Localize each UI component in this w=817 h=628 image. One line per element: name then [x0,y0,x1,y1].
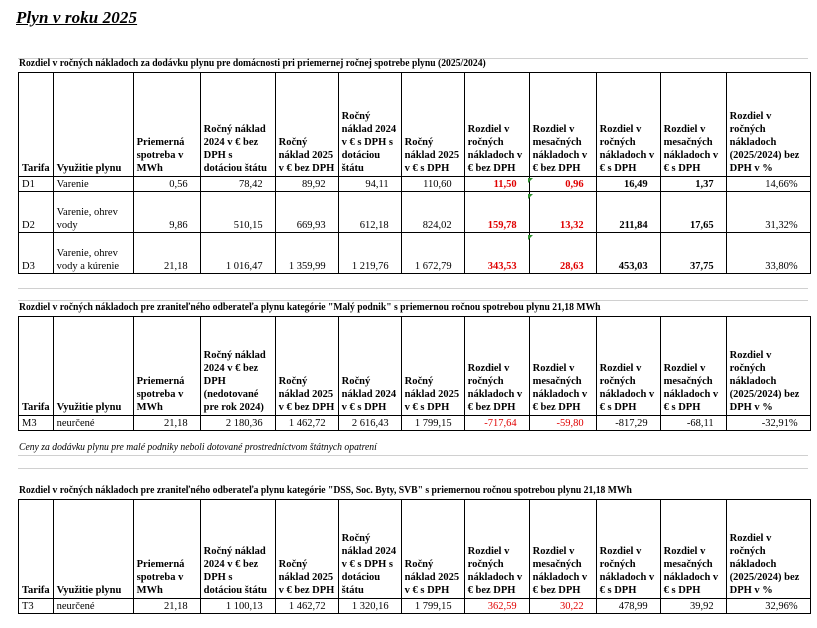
section-2-note: Ceny za dodávku plynu pre malé podniky neboli dotované prostredníctvom štátnych opatrení [19,442,377,453]
header-cell: Rozdiel v mesačných nákladoch v € bez DPH [529,317,596,416]
header-cell: Ročný náklad 2024 v € bez DPH (nedotované pre rok 2024) [200,317,275,416]
value-cell: -59,80 [529,416,596,431]
header-cell: Ročný náklad 2024 v € s DPH [338,317,401,416]
cell-error-indicator-icon [528,178,533,183]
value-cell: 343,53 [464,233,529,274]
header-cell: Rozdiel v ročných nákladoch (2025/2024) bez DPH v % [726,500,810,599]
value-cell: 37,75 [660,233,726,274]
value-cell: 33,80% [726,233,810,274]
header-cell: Rozdiel v mesačných nákladoch v € s DPH [660,500,726,599]
header-cell: Rozdiel v ročných nákladoch v € s DPH [596,500,660,599]
value-cell: 9,86 [133,192,200,233]
section-1-title: Rozdiel v ročných nákladoch za dodávku plynu pre domácnosti pri priemernej ročnej spotrebe plynu (2025/2024) [19,58,486,69]
value-cell: 453,03 [596,233,660,274]
usage-cell: Varenie, ohrev vody a kúrenie [53,233,133,274]
value-cell: 824,02 [401,192,464,233]
table-row [19,599,811,614]
header-cell: Rozdiel v mesačných nákladoch v € bez DPH [529,73,596,177]
value-cell: 211,84 [596,192,660,233]
value-cell: 510,15 [200,192,275,233]
tarifa-cell: M3 [19,416,54,431]
section-3-title: Rozdiel v ročných nákladoch pre zraniteľného odberateľa plynu kategórie "DSS, Soc. Byty, SVB" s priemernou ročnou spotrebou plynu 21,18 MWh [19,485,632,496]
social-services-table [18,499,811,614]
tarifa-cell: D2 [19,192,54,233]
value-cell: 1 100,13 [200,599,275,614]
header-cell: Rozdiel v ročných nákladoch v € bez DPH [464,73,529,177]
header-cell: Rozdiel v ročných nákladoch (2025/2024) bez DPH v % [726,73,810,177]
header-cell: Rozdiel v ročných nákladoch v € s DPH [596,73,660,177]
value-cell: 0,96 [529,177,596,192]
header-cell: Ročný náklad 2025 v € s DPH [401,73,464,177]
tarifa-cell: D1 [19,177,54,192]
value-cell: -817,29 [596,416,660,431]
page-title: Plyn v roku 2025 [16,8,138,27]
value-cell: 1 672,79 [401,233,464,274]
header-cell: Ročný náklad 2025 v € s DPH [401,500,464,599]
usage-cell: Varenie, ohrev vody [53,192,133,233]
header-cell: Ročný náklad 2025 v € bez DPH [275,317,338,416]
value-cell: 1,37 [660,177,726,192]
value-cell: 0,56 [133,177,200,192]
header-cell: Ročný náklad 2025 v € s DPH [401,317,464,416]
table-header-row [19,500,811,599]
table-row [19,416,811,431]
header-cell: Ročný náklad 2024 v € bez DPH s dotáciou štátu [200,500,275,599]
usage-cell: Varenie [53,177,133,192]
value-cell: 1 462,72 [275,599,338,614]
header-cell: Priemerná spotreba v MWh [133,317,200,416]
header-cell: Rozdiel v ročných nákladoch v € bez DPH [464,500,529,599]
value-cell: 17,65 [660,192,726,233]
value-cell: 1 359,99 [275,233,338,274]
header-cell: Využitie plynu [53,500,133,599]
usage-cell: neurčené [53,599,133,614]
header-cell: Ročný náklad 2025 v € bez DPH [275,73,338,177]
value-cell: 110,60 [401,177,464,192]
value-cell: 94,11 [338,177,401,192]
value-cell: 28,63 [529,233,596,274]
value-cell: 31,32% [726,192,810,233]
value-cell: 30,22 [529,599,596,614]
header-cell: Využitie plynu [53,73,133,177]
value-cell: 39,92 [660,599,726,614]
value-cell: 669,93 [275,192,338,233]
header-cell: Tarifa [19,317,54,416]
usage-cell: neurčené [53,416,133,431]
household-table [18,72,811,274]
value-cell: 1 799,15 [401,416,464,431]
tarifa-cell: T3 [19,599,54,614]
value-cell: 1 799,15 [401,599,464,614]
value-cell: -32,91% [726,416,810,431]
header-cell: Ročný náklad 2024 v € bez DPH s dotáciou štátu [200,73,275,177]
tarifa-cell: D3 [19,233,54,274]
header-cell: Rozdiel v mesačných nákladoch v € s DPH [660,73,726,177]
cell-error-indicator-icon [528,194,533,199]
small-business-table [18,316,811,431]
table-header-row [19,73,811,177]
table-header-row [19,317,811,416]
section-2-title: Rozdiel v ročných nákladoch pre zraniteľného odberateľa plynu kategórie "Malý podnik" s priemernou ročnou spotrebou plynu 21,18 MWh [19,302,601,313]
value-cell: 478,99 [596,599,660,614]
cell-error-indicator-icon [528,235,533,240]
value-cell: -68,11 [660,416,726,431]
value-cell: 16,49 [596,177,660,192]
table-row [19,192,811,233]
table-row [19,233,811,274]
value-cell: 32,96% [726,599,810,614]
header-cell: Rozdiel v mesačných nákladoch v € s DPH [660,317,726,416]
header-cell: Ročný náklad 2025 v € bez DPH [275,500,338,599]
value-cell: 21,18 [133,599,200,614]
value-cell: 2 616,43 [338,416,401,431]
value-cell: 1 462,72 [275,416,338,431]
value-cell: 159,78 [464,192,529,233]
value-cell: 1 219,76 [338,233,401,274]
value-cell: 78,42 [200,177,275,192]
header-cell: Priemerná spotreba v MWh [133,500,200,599]
table-row [19,177,811,192]
header-cell: Rozdiel v mesačných nákladoch v € bez DPH [529,500,596,599]
value-cell: 11,50 [464,177,529,192]
value-cell: 21,18 [133,416,200,431]
header-cell: Rozdiel v ročných nákladoch v € bez DPH [464,317,529,416]
value-cell: 2 180,36 [200,416,275,431]
header-cell: Tarifa [19,500,54,599]
header-cell: Rozdiel v ročných nákladoch v € s DPH [596,317,660,416]
value-cell: 362,59 [464,599,529,614]
value-cell: 1 320,16 [338,599,401,614]
header-cell: Ročný náklad 2024 v € s DPH s dotáciou štátu [338,73,401,177]
header-cell: Ročný náklad 2024 v € s DPH s dotáciou štátu [338,500,401,599]
value-cell: 14,66% [726,177,810,192]
header-cell: Tarifa [19,73,54,177]
value-cell: 89,92 [275,177,338,192]
value-cell: 1 016,47 [200,233,275,274]
value-cell: 612,18 [338,192,401,233]
header-cell: Využitie plynu [53,317,133,416]
value-cell: 21,18 [133,233,200,274]
header-cell: Rozdiel v ročných nákladoch (2025/2024) bez DPH v % [726,317,810,416]
header-cell: Priemerná spotreba v MWh [133,73,200,177]
value-cell: -717,64 [464,416,529,431]
value-cell: 13,32 [529,192,596,233]
